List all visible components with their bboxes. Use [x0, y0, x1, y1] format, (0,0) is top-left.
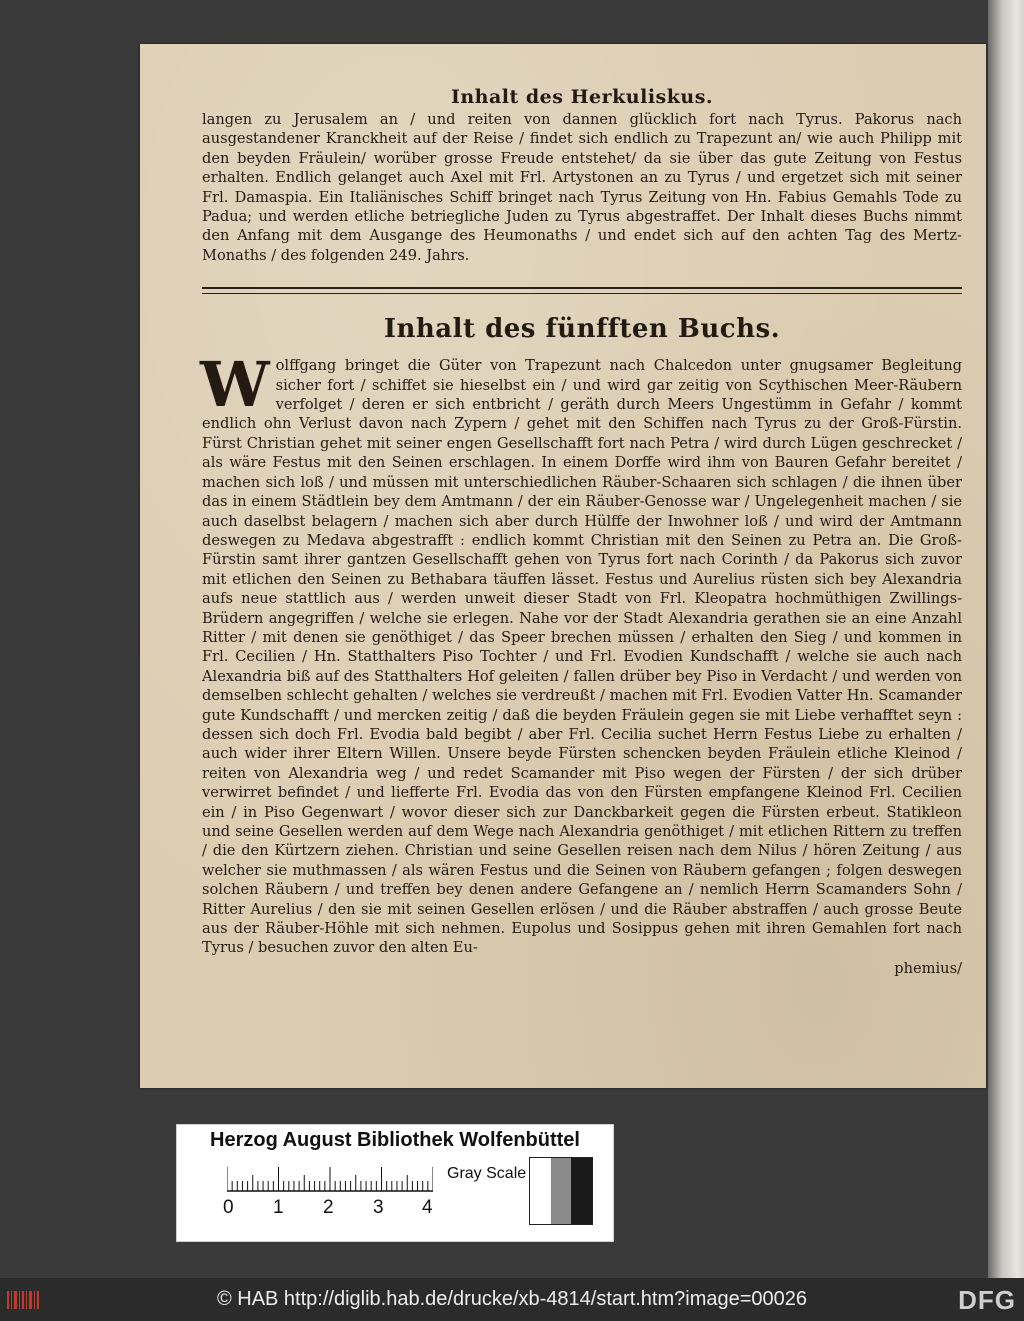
catchword: phemius/	[894, 959, 962, 977]
swatch-black	[571, 1158, 592, 1224]
main-paragraph: olffgang bringet die Güter von Trapezunt nach Chalcedon unter gnugsamer Begleitung sicher fort / schiffet sie hieselbst ein / und wird gar zeitig von Scythischen Meer-Räubern verfolget / deren er sich entbricht / geräth durch Meers Ungestümm in Gefahr / kommt endlich ohn Verlust davon nach Zypern / gehet mit den Schiffen nach Tyrus zu der Groß-Fürstin. Fürst Christian gehet mit seiner engen Gesellschafft fort nach Petra / wird durch Lügen geschrecket / als wäre Festus mit den Seinen erschlagen. In einem Dorffe wird ihm von Bauren Gefahr bereitet / machen sich loß / und müssen mit unterschiedlichen Räuber-Schaaren sich schlagen / die ihnen über das in einem Städtlein bey dem Amtmann / der ein Räuber-Genosse war / Ungelegenheit machen / sie auch daselbst belagern / machen sich aber durch Hülffe der Inwohner loß / und wird der Amtmann deswegen zu Medava abgestrafft : endlich kommt Christian mit den Seinen zu Petra an. Die Groß-Fürstin samt ihrer gantzen Gesellschafft gehen von Tyrus fort nach Corinth / da Pakorus sich zuvor mit etlichen den Seinen zu Bethabara täuffen lässet. Festus und Aurelius rüsten sich bey Alexandria aufs neue stattlich aus / werden unweit dieser Stadt von Frl. Kleopatra hochmüthigen Zwillings-Brüdern angegriffen / welche sie erlegen. Nahe vor der Stadt Alexandria gerathen sie an eine Anzahl Ritter / mit denen sie genöthiget / das Speer brechen müssen / erhalten den Sieg / und kommen in Frl. Cecilien / Hn. Statthalters Piso Tochter / und Frl. Evodien Kundschafft / welche sie auch nach Alexandria biß auf des Statthalters Hof geleiten / fallen drüber bey Piso in Verdacht / und werden von demselben schlecht gehalten / welches sie verdreußt / machen mit Frl. Evodien Vatter Hn. Scamander gute Kundschafft / und mercken zeitig / daß die beyden Fräulein gegen sie mit Liebe verhafftet seyn : dessen sich doch Frl. Evodia bald begibt / aber Frl. Cecilia suchet Herrn Festus Liebe zu erhalten / auch wider ihrer Eltern Willen. Unsere beyde Fürsten schencken beyden Fräulein etliche Kleinod / reiten von Alexandria weg / und redet Scamander mit Piso wegen der Fürsten / der sich drüber verwirret befindet / und liefferte Frl. Evodia das von den Fürsten empfangene Kleinod Frl. Cecilien ein / in Piso Gegenwart / wovor dieser sich zur Danckbarkeit gegen die Fürsten erbeut. Statikleon und seine Gesellen werden auf dem Wege nach Alexandria genöthiget / mit etlichen Rittern zu treffen / die den Kürtzern ziehen. Christian und seine Gesellen reisen nach dem Nilus / hören Zeitung / aus welcher sie muthmassen / als wären Festus und die Seinen von Räubern gefangen ; folgen deswegen solchen Räubern / und treffen bey denen andere Gefangene an / nemlich Herrn Scamanders Sohn / Ritter Aurelius / den sie mit seinen Gesellen erlösen / und die Räuber abstraffen / auch grosse Beute aus der Räuber-Höhle mit sich nehmen. Eupolus und Sosippus gehen mit ihren Gemahlen fort nach Tyrus / besuchen zuvor den alten Eu-	[202, 357, 962, 957]
footer-copyright-link[interactable]: © HAB http://diglib.hab.de/drucke/xb-4814/start.htm?image=00026	[216, 1288, 808, 1310]
library-label	[176, 1124, 614, 1242]
ruler-numbers	[223, 1197, 443, 1221]
book-gutter	[988, 0, 1024, 1278]
gray-scale-label: Gray Scale	[447, 1165, 527, 1182]
section-rule	[202, 287, 962, 294]
book-page	[140, 44, 986, 1088]
swatch-gray	[551, 1158, 572, 1224]
footer-bar	[0, 1278, 1024, 1321]
page-text-block	[202, 86, 962, 977]
ruler-scale	[227, 1165, 433, 1193]
top-paragraph: langen zu Jerusalem an / und reiten von dannen glücklich fort nach Tyrus. Pakorus nach ausgestandener Kranckheit auf der Reise / findet sich endlich zu Trapezunt an/ wie auch Philipp mit den beyden Fräulein/ worüber grosse Freude entstehet/ da sie über das gute Zeitung von Festus erhalten. Endlich gelanget auch Axel mit Frl. Artystonen an zu Tyrus / und ergetzet sich mit seiner Frl. Damaspia. Ein Italiänisches Schiff bringet nach Tyrus Zeitung von Hn. Fabius Gemahls Tode zu Padua; und werden etliche betriegliche Juden zu Tyrus abgestraffet. Der Inhalt dieses Buchs nimmt den Anfang mit dem Ausgange des Heumonaths / und endet sich auf den achten Tag des Mertz-Monaths / des folgenden 249. Jahrs.	[202, 111, 962, 264]
ruler-number-2: 2	[323, 1197, 334, 1218]
swatch-white	[530, 1158, 551, 1224]
main-paragraph-wrapper	[200, 348, 962, 958]
ruler-number-1: 1	[273, 1197, 284, 1218]
ruler-number-3: 3	[373, 1197, 384, 1218]
dfg-logo: DFG	[958, 1285, 1016, 1315]
ruler-number-0: 0	[223, 1197, 234, 1218]
dropcap-initial: W	[200, 348, 270, 422]
gray-scale-swatches	[529, 1157, 593, 1225]
library-name: Herzog August Bibliothek Wolfenbüttel	[210, 1129, 580, 1151]
ruler-number-4: 4	[422, 1197, 433, 1218]
section-title: Inhalt des fünfften Buchs.	[383, 314, 781, 345]
running-head: Inhalt des Herkuliskus.	[450, 86, 714, 108]
